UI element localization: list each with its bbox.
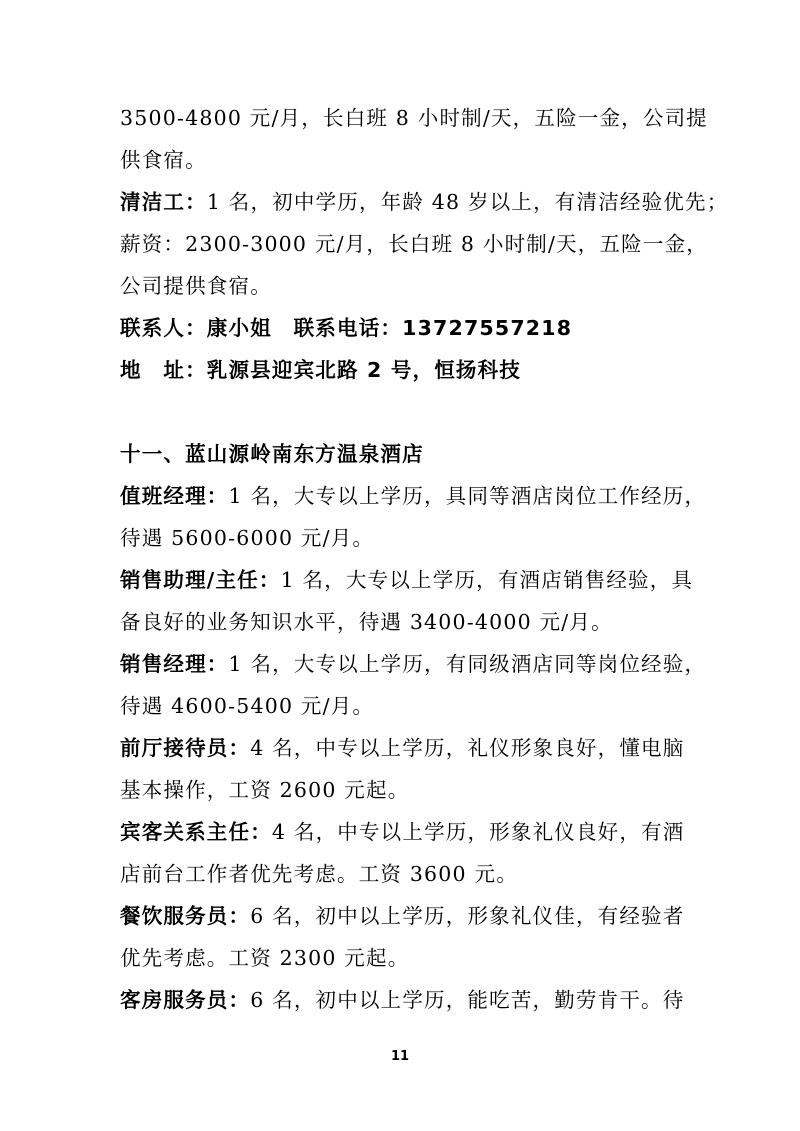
text-line: 薪资：2300-3000 元/月，长白班 8 小时制/天，五险一金， — [120, 232, 708, 256]
job-title: 餐饮服务员： — [120, 904, 251, 928]
text-line: 待遇 5600-6000 元/月。 — [120, 526, 375, 550]
section-heading: 十一、蓝山源岭南东方温泉酒店 — [120, 442, 424, 466]
job-entry — [120, 734, 700, 762]
text-line: 基本操作，工资 2600 元起。 — [120, 778, 410, 802]
job-description: 6 名，初中以上学历，能吃苦，勤劳肯干。待 — [250, 988, 685, 1012]
job-entry — [120, 902, 700, 930]
text-line: 供食宿。 — [120, 148, 207, 172]
job-description: 6 名，初中以上学历，形象礼仪佳，有经验者 — [250, 904, 685, 928]
address-line: 地 址：乳源县迎宾北路 2 号，恒扬科技 — [120, 358, 522, 382]
job-title: 销售经理： — [120, 652, 229, 676]
text-line: 备良好的业务知识水平，待遇 3400-4000 元/月。 — [120, 610, 613, 634]
job-title: 清洁工： — [120, 190, 207, 214]
text-line: 3500-4800 元/月，长白班 8 小时制/天，五险一金，公司提 — [120, 106, 708, 130]
job-title: 前厅接待员： — [120, 736, 251, 760]
contact-line: 联系人：康小姐 联系电话：13727557218 — [120, 316, 573, 340]
job-entry — [120, 482, 707, 510]
job-title: 宾客关系主任： — [120, 820, 272, 844]
job-description: 1 名，初中学历，年龄 48 岁以上，有清洁经验优先； — [206, 190, 729, 214]
job-description: 1 名，大专以上学历，有同级酒店同等岗位经验， — [228, 652, 707, 676]
job-description: 1 名，大专以上学历，具同等酒店岗位工作经历， — [228, 484, 707, 508]
text-line: 优先考虑。工资 2300 元起。 — [120, 946, 410, 970]
job-entry — [120, 818, 700, 846]
job-entry-cleaner — [120, 188, 729, 216]
text-line: 公司提供食宿。 — [120, 274, 272, 298]
job-entry — [120, 986, 700, 1014]
job-title: 销售助理/主任： — [120, 568, 281, 592]
text-line: 待遇 4600-5400 元/月。 — [120, 694, 375, 718]
job-entry — [120, 566, 700, 594]
job-title: 值班经理： — [120, 484, 229, 508]
page-number: 11 — [390, 1049, 410, 1064]
job-title: 客房服务员： — [120, 988, 251, 1012]
text-line: 店前台工作者优先考虑。工资 3600 元。 — [120, 862, 518, 886]
job-description: 4 名，中专以上学历，形象礼仪良好，有酒 — [271, 820, 685, 844]
job-description: 4 名，中专以上学历，礼仪形象良好，懂电脑 — [250, 736, 685, 760]
job-description: 1 名，大专以上学历，有酒店销售经验，具 — [280, 568, 694, 592]
job-entry — [120, 650, 707, 678]
